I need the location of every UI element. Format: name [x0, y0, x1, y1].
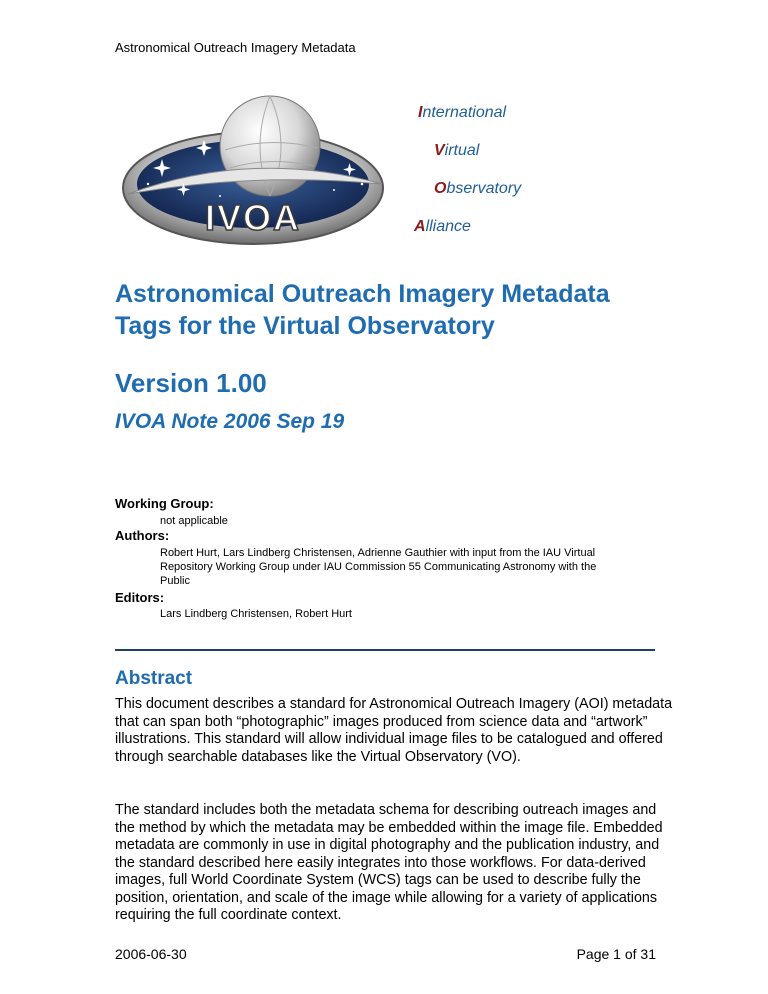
abstract-paragraph-1: This document describes a standard for Astronomical Outreach Imagery (AOI) metadata that can span both “photographic” images produced from science data and “artwork” illustrations. This standard will allow individual image files to be catalogued and offered through searchable databases like the Virtual Observatory (VO). — [115, 696, 673, 765]
section-divider — [115, 649, 655, 651]
running-header: Astronomical Outreach Imagery Metadata — [115, 40, 356, 55]
footer-page-number: Page 1 of 31 — [576, 946, 656, 962]
working-group-value: not applicable — [160, 515, 228, 527]
footer-date: 2006-06-30 — [115, 946, 187, 962]
editors-label: Editors: — [115, 590, 165, 605]
abstract-heading: Abstract — [115, 668, 193, 689]
authors-label: Authors: — [115, 528, 170, 543]
working-group-label: Working Group: — [115, 496, 214, 511]
ivoa-logo-text: IVOA — [204, 197, 302, 238]
logo-word-international: International — [418, 104, 507, 121]
logo-word-observatory: Observatory — [434, 180, 522, 197]
ivoa-logo — [120, 88, 390, 248]
abstract-paragraph-2: The standard includes both the metadata schema for describing outreach images and the method by which the metadata may be embedded within the image file. Embedded metadata are commonly in use in digital photography and the publication industry, and the standard described here easily integrates into those workflows. For data-derived images, full World Coordinate System (WCS) tags can be used to describe fully the position, orientation, and scale of the image while allowing for a variety of applications requiring the full coordinate context. — [115, 802, 663, 923]
version-heading: Version 1.00 — [115, 368, 267, 398]
editors-value: Lars Lindberg Christensen, Robert Hurt — [160, 608, 352, 620]
note-date: IVOA Note 2006 Sep 19 — [115, 410, 345, 433]
document-title: Astronomical Outreach Imagery Metadata Tags for the Virtual Observatory — [115, 280, 610, 340]
authors-value: Robert Hurt, Lars Lindberg Christensen, Adrienne Gauthier with input from the IAU Virtual Repository Working Group under IAU Commission 55 Communicating Astronomy with the Public — [160, 547, 597, 587]
logo-word-alliance: Alliance — [414, 218, 471, 235]
logo-word-virtual: Virtual — [434, 142, 480, 159]
